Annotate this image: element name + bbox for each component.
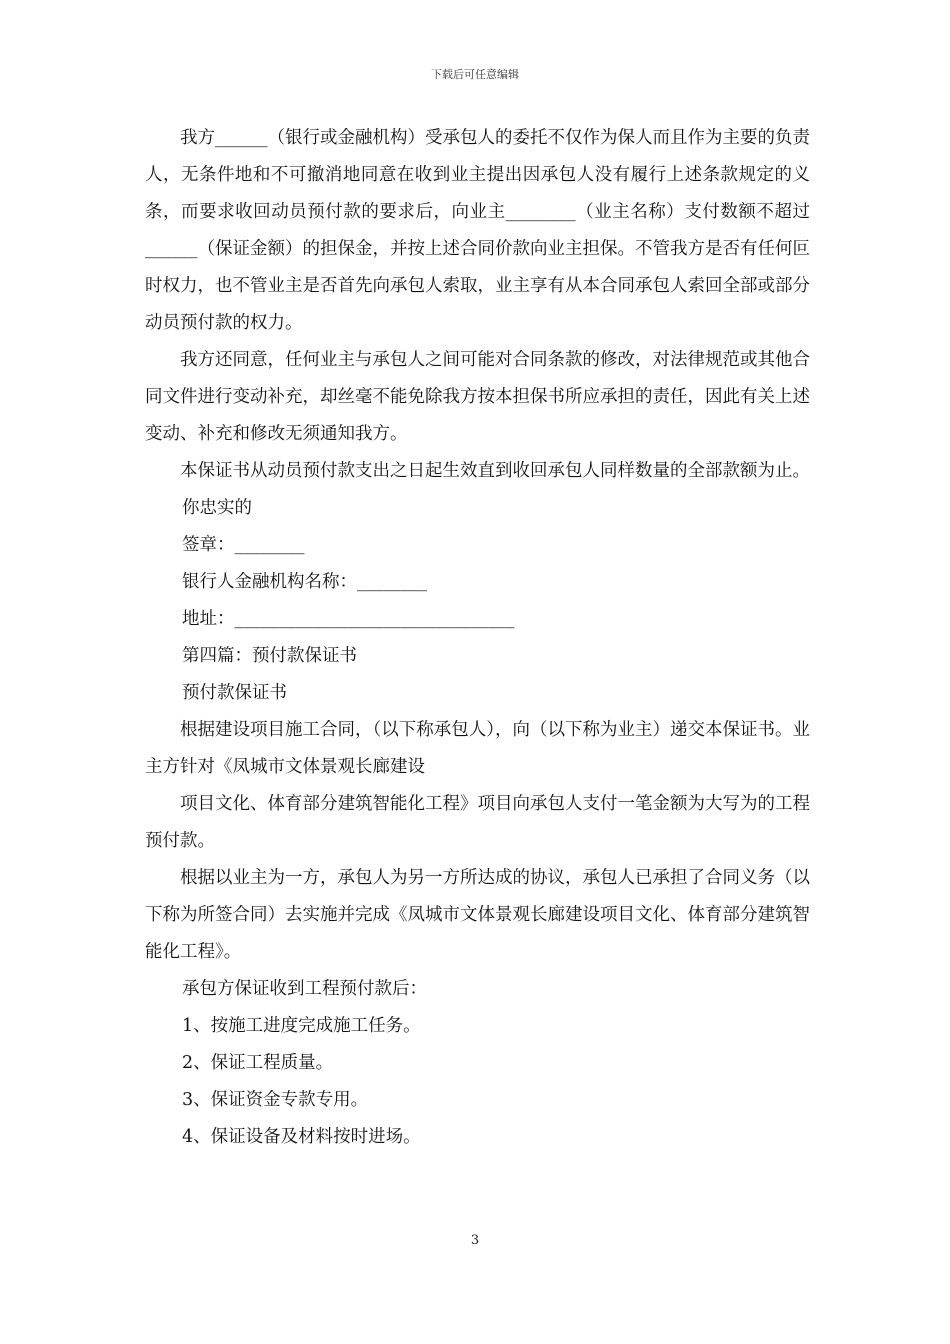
list-item: 2、保证工程质量。: [182, 1053, 334, 1073]
list-intro: 承包方保证收到工程预付款后：: [182, 979, 427, 999]
signature-line: 签章：________: [182, 535, 305, 555]
paragraph-validity: 本保证书从动员预付款支出之日起生效直到收回承包人同样数量的全部款额为止。: [180, 461, 810, 481]
list-item: 1、按施工进度完成施工任务。: [182, 1016, 421, 1036]
paragraph-agreement: 我方还同意，任何业主与承包人之间可能对合同条款的修改，对法律规范或其他合同文件进行变动补充，却丝毫不能免除我方按本担保书所应承担的责任，因此有关上述变动、补充和修改无须通知我方。: [145, 350, 810, 444]
address-line: 地址：________________________________: [182, 609, 515, 629]
page-header: 下载后可任意编辑: [431, 68, 519, 81]
paragraph-obligation: 根据以业主为一方，承包人为另一方所达成的协议，承包人已承担了合同义务（以下称为所签合同）去实施并完成《凤城市文体景观长廊建设项目文化、体育部分建筑智能化工程》。: [145, 868, 810, 962]
closing-line: 你忠实的: [182, 498, 252, 518]
document-body: [145, 120, 810, 1156]
document-title: 预付款保证书: [182, 683, 287, 703]
section-title: 第四篇：预付款保证书: [182, 646, 357, 666]
bank-name-line: 银行人金融机构名称：________: [182, 572, 427, 592]
paragraph-project: 项目文化、体育部分建筑智能化工程》项目向承包人支付一笔金额为大写为的工程预付款。: [145, 794, 810, 851]
list-item: 4、保证设备及材料按时进场。: [182, 1127, 421, 1147]
paragraph-guarantee: 我方______（银行或金融机构）受承包人的委托不仅作为保人而且作为主要的负责人，无条件地和不可撤消地同意在收到业主提出因承包人没有履行上述条款规定的义条，而要求收回动员预付款的要求后，向业主________（业主名称）支付数额不超过______（保证金额）的担保金，并按上述合同价款向业主担保。不管我方是否有任何叵时权力，也不管业主是否首先向承包人索取，业主享有从本合同承包人索回全部或部分动员预付款的权力。: [145, 128, 810, 333]
page-number: 3: [470, 1233, 480, 1248]
list-item: 3、保证资金专款专用。: [182, 1090, 369, 1110]
paragraph-contract: 根据建设项目施工合同，（以下称承包人），向（以下称为业主）递交本保证书。业主方针对《凤城市文体景观长廊建设: [145, 720, 810, 777]
